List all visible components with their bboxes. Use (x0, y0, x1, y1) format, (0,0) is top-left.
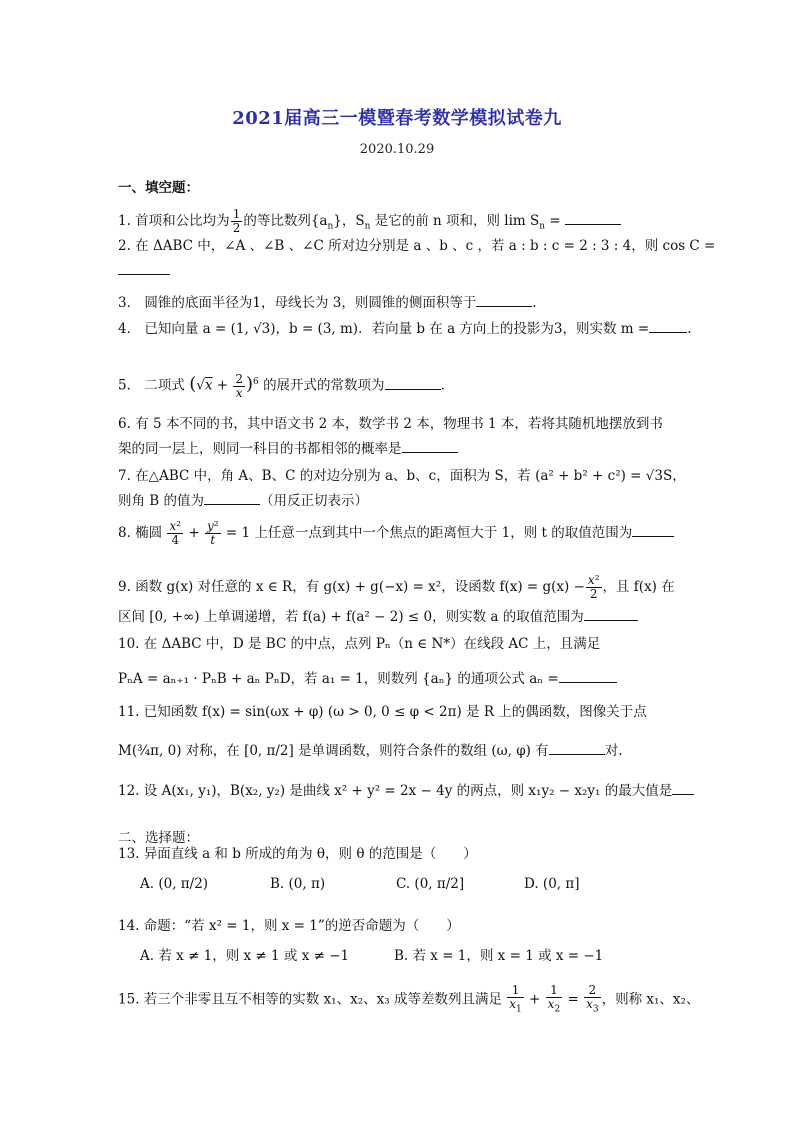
binomial-expression: ( (189, 373, 197, 395)
option-c[interactable]: C. (0, π/2] (396, 876, 465, 892)
question-12: 12. 设 A(x₁, y₁)，B(x₂, y₂) 是曲线 x² + y² = 2x − 4y 的两点，则 x₁y₂ − x₂y₁ 的最大值是 (118, 780, 678, 801)
option-b[interactable]: B. (0, π) (270, 876, 326, 892)
answer-blank[interactable] (476, 292, 532, 307)
question-15: 15. 若三个非零且互不相等的实数 x₁、x₂、x₃ 成等差数列且满足 $\frac{1}{x_1}$ + $\frac{1}{x_2}$ = $\frac{2}{x_3}$ ，则称 x₁、x₂、 (118, 983, 700, 1015)
question-11: 11. 已知函数 f(x) = sin(ωx + φ) (ω > 0, 0 ≤ φ < 2π) 是 R 上的偶函数，图像关于点 (118, 704, 647, 720)
fraction-one-half: $\frac{1}{2}$ (232, 207, 241, 235)
question-14: 14. 命题：“若 x² = 1，则 x = 1”的逆否命题为（ ） (118, 918, 460, 934)
answer-blank[interactable] (204, 490, 260, 505)
question-2: 2. 在 ΔABC 中，∠A 、∠B 、∠C 所对边分别是 a 、b 、c ，若 a : b : c = 2 : 3 : 4，则 cos C = (118, 238, 716, 254)
option-a[interactable]: A. 若 x ≠ 1，则 x ≠ 1 或 x ≠ −1 (140, 948, 350, 964)
question-6-line-2: 架的同一层上，则同一科目的书都相邻的概率是 (118, 438, 678, 459)
exam-date: 2020.10.29 (359, 142, 435, 157)
answer-blank[interactable] (672, 780, 694, 795)
question-9-line-2: 区间 [0, +∞) 上单调递增，若 f(a) + f(a² − 2) ≤ 0，则实数 a 的取值范围为 (118, 606, 678, 627)
question-6: 6. 有 5 本不同的书，其中语文书 2 本，数学书 2 本，物理书 1 本，若将其随机地摆放到书 (118, 416, 663, 432)
answer-blank[interactable] (584, 606, 638, 621)
option-a[interactable]: A. (0, π/2) (140, 876, 209, 892)
answer-blank[interactable] (402, 438, 458, 453)
question-9: 9. 函数 g(x) 对任意的 x ∈ R，有 g(x) + g(−x) = x²，设函数 f(x) = g(x) − $\frac{\text{x²}}{2}$ ，且 f(x) 在 (118, 573, 675, 601)
question-3: 3． 圆锥的底面半径为1，母线长为 3，则圆锥的侧面积等于 . (118, 292, 678, 313)
answer-blank[interactable] (632, 522, 674, 537)
answer-blank[interactable] (559, 668, 617, 683)
answer-blank[interactable] (118, 260, 170, 275)
question-7-line-2: 则角 B 的值为 （用反正切表示） (118, 490, 678, 511)
section-multiple-choice: 二、选择题： (118, 830, 199, 846)
question-7: 7. 在△ABC 中，角 A、B、C 的对边分别为 a、b、c，面积为 S，若 (a² + b² + c²) = √3S， (118, 468, 686, 484)
question-1: 1. 首项和公比均为 $\frac{1}{2}$ 的等比数列$\{a_n\}$，$S_n$ 是它的前 n 项和，则 $\lim S_n$ = (118, 208, 678, 237)
question-13: 13. 异面直线 a 和 b 所成的角为 θ，则 θ 的范围是（ ） (118, 846, 477, 862)
question-10-line-2: PₙA = aₙ₊₁ · PₙB + aₙ PₙD，若 a₁ = 1，则数列 {aₙ} 的通项公式 aₙ = (118, 668, 678, 689)
question-11-line-2: M(¾π, 0) 对称，在 [0, π/2] 是单调函数，则符合条件的数组 (ω, φ) 有 对. (118, 740, 678, 761)
question-5: 5． 二项式 (√x + $\frac{2}{x}$ )$^6$ 的展开式的常数项为 . (118, 371, 445, 400)
section-fill-in: 一、填空题： (118, 180, 199, 196)
answer-blank[interactable] (565, 210, 621, 225)
answer-blank[interactable] (649, 318, 687, 333)
answer-blank[interactable] (385, 375, 441, 390)
option-d[interactable]: D. (0, π] (524, 876, 580, 892)
question-10: 10. 在 ΔABC 中，D 是 BC 的中点，点列 Pₙ（n ∈ N*）在线段 AC 上，且满足 (118, 636, 601, 652)
page-title: 2021届高三一模暨春考数学模拟试卷九 (232, 108, 562, 129)
question-2-blank-line (118, 260, 678, 281)
answer-blank[interactable] (549, 740, 605, 755)
question-8: 8. 椭圆 $\frac{\text{x²}}{4}$ + $\frac{\text{y²}}{t}$ = 1 上任意一点到其中一个焦点的距离恒大于 1，则 t 的取值范围为 (118, 520, 678, 547)
option-b[interactable]: B. 若 x = 1，则 x = 1 或 x = −1 (394, 948, 604, 964)
question-4: 4． 已知向量 a = (1, √3)，b = (3, m)．若向量 b 在 a 方向上的投影为3，则实数 m = . (118, 318, 678, 339)
